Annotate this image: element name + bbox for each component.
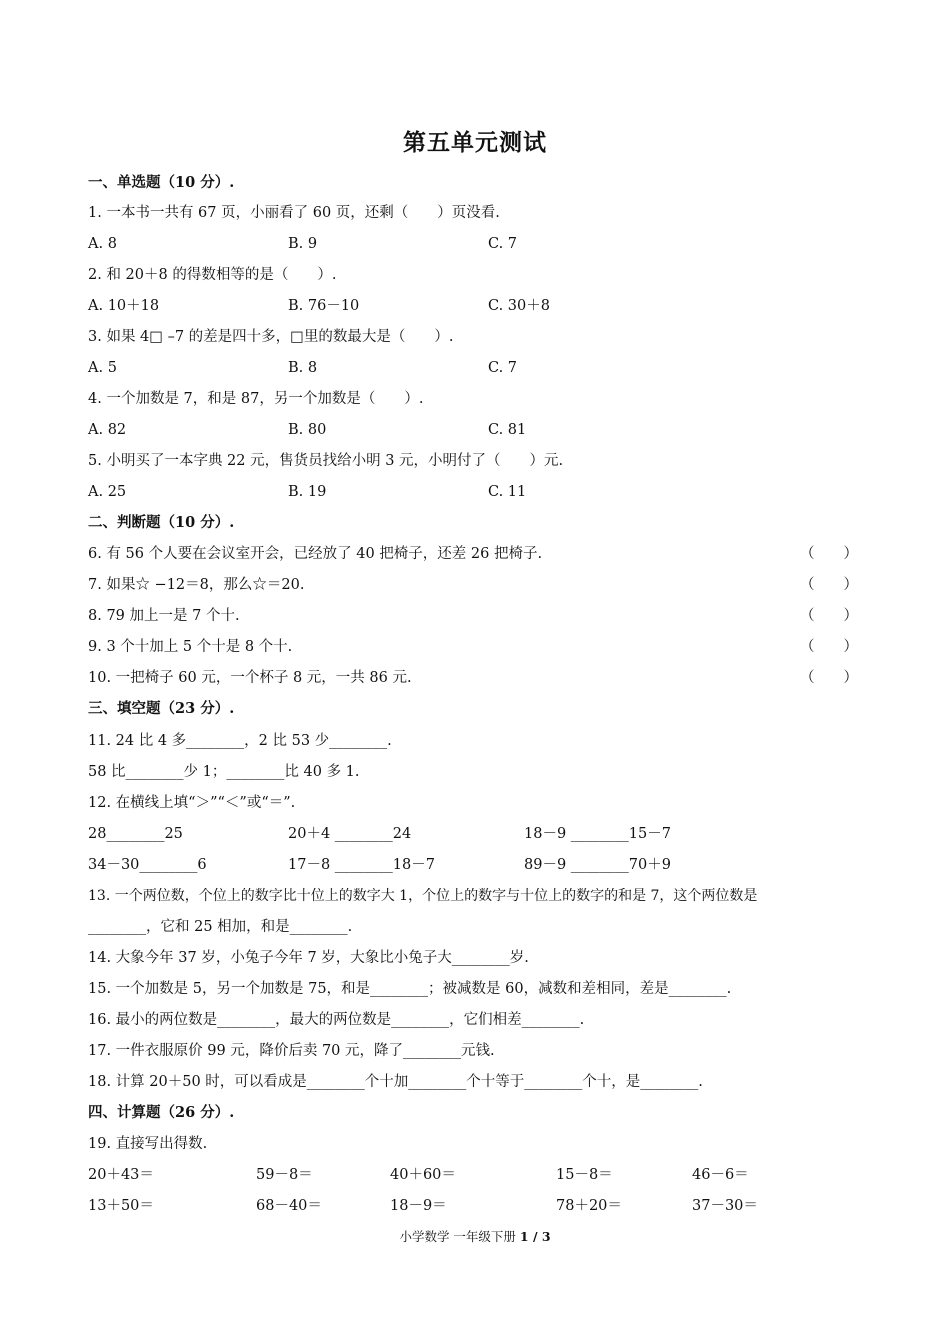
question-6: 6. 有 56 个人要在会议室开会，已经放了 40 把椅子，还差 26 把椅子.	[88, 546, 543, 562]
calc-item: 78＋20＝	[556, 1198, 622, 1214]
answer-paren-9: （ ）	[800, 639, 858, 655]
section-heading-fill-in: 三、填空题（23 分）.	[88, 700, 235, 717]
compare-item: 20＋4 ________24	[288, 826, 412, 842]
calc-item: 37－30＝	[692, 1198, 758, 1214]
question-19: 19. 直接写出得数.	[88, 1136, 208, 1152]
question-11-line-2: 58 比________少 1；________比 40 多 1.	[88, 764, 360, 780]
page-footer	[0, 1227, 950, 1245]
q5-option-a: A. 25	[88, 484, 127, 500]
calc-item: 20＋43＝	[88, 1167, 154, 1183]
compare-item: 34－30________6	[88, 857, 207, 873]
question-17: 17. 一件衣服原价 99 元，降价后卖 70 元，降了________元钱.	[88, 1043, 495, 1059]
question-12: 12. 在横线上填“＞”“＜”或“＝”.	[88, 795, 296, 811]
question-10: 10. 一把椅子 60 元，一个杯子 8 元，一共 86 元.	[88, 670, 412, 686]
q2-option-a: A. 10＋18	[88, 298, 160, 314]
question-13-line-2: ________，它和 25 相加，和是________.	[88, 919, 353, 935]
page-title: 第五单元测试	[403, 129, 547, 156]
answer-paren-10: （ ）	[800, 670, 858, 686]
q4-option-c: C. 81	[488, 422, 527, 438]
question-5: 5. 小明买了一本字典 22 元，售货员找给小明 3 元，小明付了（ ）元.	[88, 453, 564, 469]
question-15: 15. 一个加数是 5，另一个加数是 75，和是________；被减数是 60，减数和差相同，差是________.	[88, 981, 732, 997]
question-11-line-1: 11. 24 比 4 多________，2 比 53 少________.	[88, 733, 392, 749]
question-4: 4. 一个加数是 7，和是 87，另一个加数是（ ）.	[88, 391, 424, 407]
q4-option-b: B. 80	[288, 422, 327, 438]
question-18: 18. 计算 20＋50 时，可以看成是________个十加________个十等于________个十，是________.	[88, 1074, 703, 1090]
page-number: 1 / 3	[519, 1229, 551, 1244]
compare-item: 28________25	[88, 826, 183, 842]
q5-option-b: B. 19	[288, 484, 327, 500]
question-2: 2. 和 20＋8 的得数相等的是（ ）.	[88, 267, 337, 283]
section-heading-single-choice: 一、单选题（10 分）.	[88, 174, 235, 191]
q3-option-c: C. 7	[488, 360, 518, 376]
question-8: 8. 79 加上一是 7 个十.	[88, 608, 240, 624]
question-1: 1. 一本书一共有 67 页，小丽看了 60 页，还剩（ ）页没看.	[88, 205, 500, 221]
q1-option-a: A. 8	[88, 236, 117, 252]
calc-item: 18－9＝	[390, 1198, 447, 1214]
calc-item: 15－8＝	[556, 1167, 613, 1183]
q3-option-b: B. 8	[288, 360, 318, 376]
answer-paren-7: （ ）	[800, 577, 858, 593]
question-13-line-1: 13. 一个两位数，个位上的数字比十位上的数字大 1，个位上的数字与十位上的数字的和是 7，这个两位数是	[88, 888, 758, 904]
answer-paren-6: （ ）	[800, 546, 858, 562]
answer-paren-8: （ ）	[800, 608, 858, 624]
q1-option-b: B. 9	[288, 236, 318, 252]
q5-option-c: C. 11	[488, 484, 527, 500]
question-9: 9. 3 个十加上 5 个十是 8 个十.	[88, 639, 293, 655]
footer-text: 小学数学 一年级下册	[399, 1229, 520, 1244]
section-heading-calculation: 四、计算题（26 分）.	[88, 1104, 235, 1121]
question-7: 7. 如果☆ −12＝8，那么☆＝20.	[88, 577, 305, 593]
calc-item: 40＋60＝	[390, 1167, 456, 1183]
compare-item: 18－9 ________15－7	[524, 826, 671, 842]
calc-item: 68－40＝	[256, 1198, 322, 1214]
question-14: 14. 大象今年 37 岁，小兔子今年 7 岁，大象比小兔子大________岁.	[88, 950, 529, 966]
q4-option-a: A. 82	[88, 422, 127, 438]
q2-option-b: B. 76－10	[288, 298, 360, 314]
calc-item: 46－6＝	[692, 1167, 749, 1183]
calc-item: 59－8＝	[256, 1167, 313, 1183]
compare-item: 17－8 ________18－7	[288, 857, 435, 873]
question-3: 3. 如果 4□ –7 的差是四十多，□里的数最大是（ ）.	[88, 329, 454, 345]
calc-item: 13＋50＝	[88, 1198, 154, 1214]
q3-option-a: A. 5	[88, 360, 117, 376]
q2-option-c: C. 30＋8	[488, 298, 550, 314]
q1-option-c: C. 7	[488, 236, 518, 252]
compare-item: 89－9 ________70＋9	[524, 857, 671, 873]
section-heading-true-false: 二、判断题（10 分）.	[88, 514, 235, 531]
question-16: 16. 最小的两位数是________，最大的两位数是________，它们相差________.	[88, 1012, 585, 1028]
